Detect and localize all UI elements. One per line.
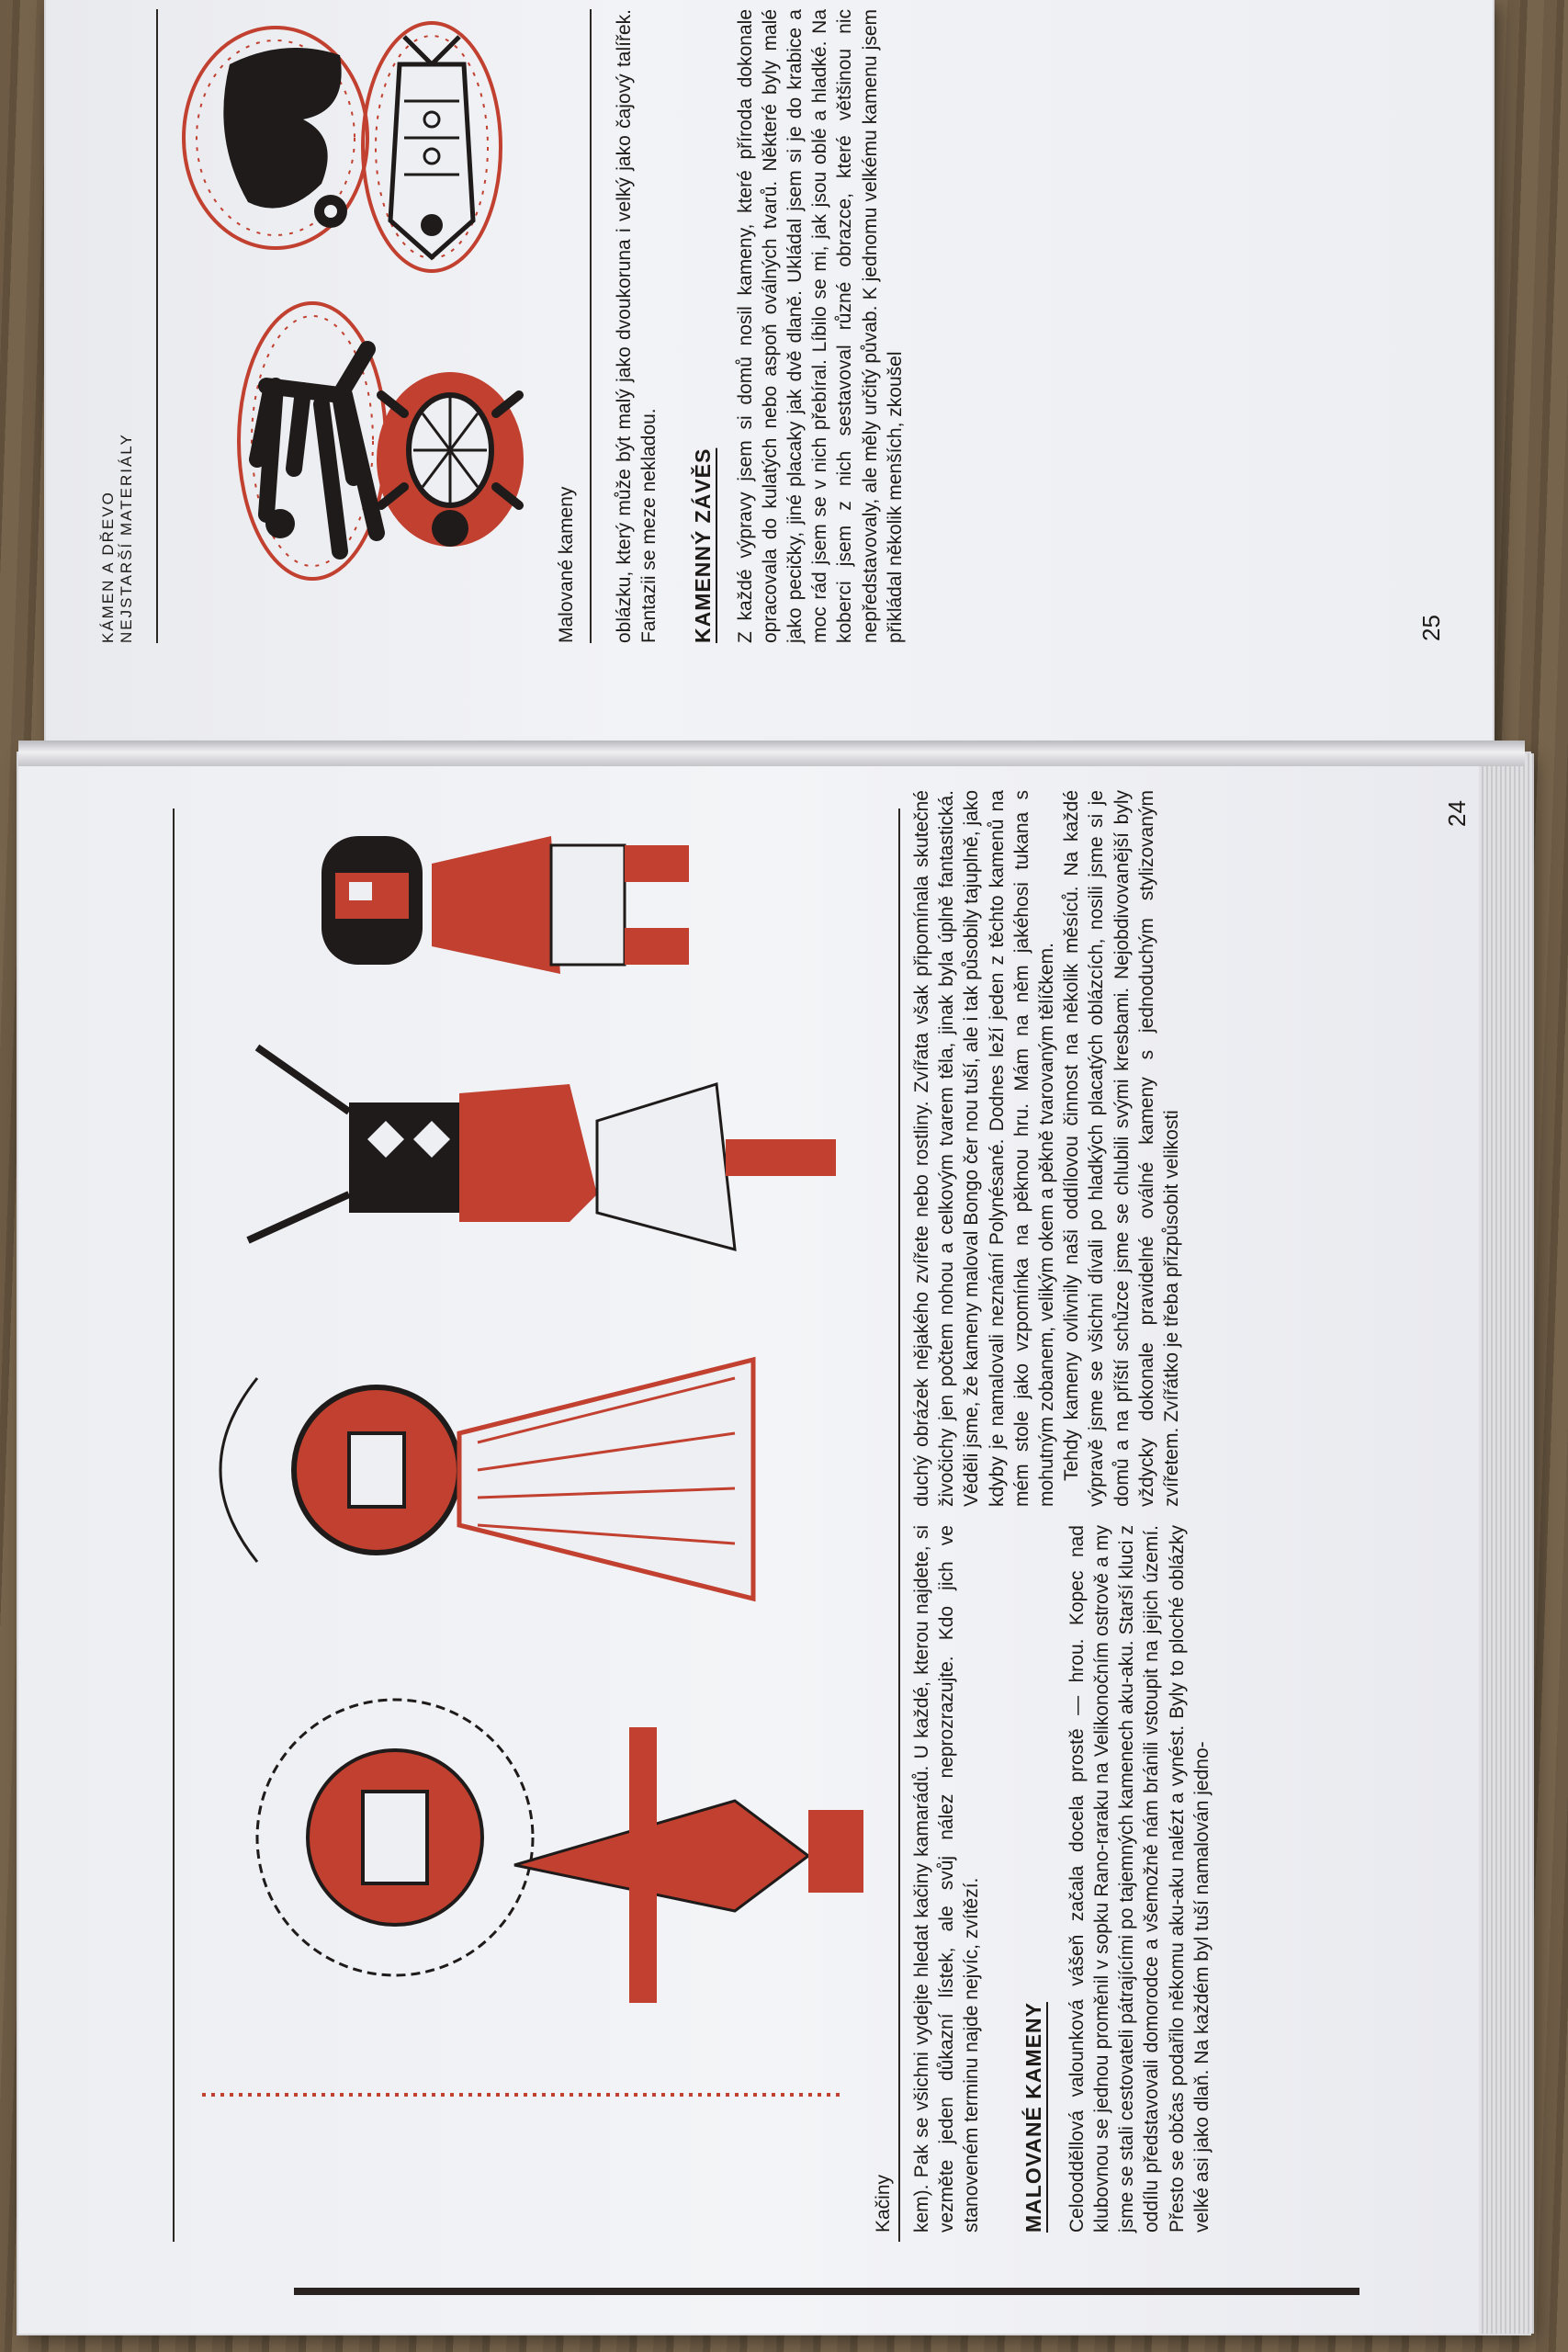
kachina-feathered [220,1360,753,1599]
turtle-stone [377,372,524,547]
running-head-line-1: KÁMEN A DŘEVO [99,491,117,643]
kachina-sun [202,1700,863,2095]
col1-body: Celoodděllová valounková vášeň začala docela prostě — hrou. Kopec nad klubovnou se jednou proměnil v sopku Rano-raraku na Velikonočním ostrově a my jsme se stali cestovateli pátrajícími po tajemných kamenech aku-aku. Starší kluci z oddílu představovali domorodce a všemožně nám bránili vstoupit na jejich území. Přesto se občas podařilo někomu aku-aku nalézt a vynést. Byly to ploché oblázky velké asi jako dlaň. Na každém byl tuší namalován jedno- [1066,1525,1213,2233]
kachina-small [321,836,689,974]
body-paragraph: Z každé výpravy jsem si domů nosil kameny, které příroda dokonale opracovala do kulatých nebo aspoň oválných tvarů. Některé byly malé jako pecičky, jiné placaky jak dvě dlaně. Ukládal jsem si je do krabice a moc rád jsem se v nich přebíral. Líbilo se mi, jak jsou oblé a hladké. Na koberci jsem z nich sestavoval různé obrazce, které většinou nic nepředstavovaly, ale měly určitý půvab. K jednomu velkému kamenu jsem přikládal několik menších, zkoušel [734,9,906,643]
ribbon-bar [294,2288,1359,2295]
caption-rule [590,9,592,643]
stones-caption: Malované kameny [556,486,577,643]
top-page-text-column [612,9,908,643]
col2-paragraph-2: Tehdy kameny ovlivnily naši oddílovou činnost na několik měsíců. Na každé výpravě jsme se všichni dívali po hladkých placatých oblázcích, nosili jsme si je domů a na příští schůzce jsme se chlubili svými kresbami. Nejobdivovanější byly vždycky dokonale pravidelné oválné kameny s jednoduchým stylizovaným zvířetem. Zvířátko je třeba přizpůsobit velikosti [1061,790,1183,1507]
deer-stone [239,303,386,579]
page-edges [1479,753,1534,2334]
col1-heading: MALOVANÉ KAMENY [1021,2002,1045,2233]
book-gutter [18,741,1525,766]
section-heading: KAMENNÝ ZÁVĚS [691,447,716,643]
fish-stone [363,23,501,271]
page-number-25: 25 [1416,615,1445,641]
running-head-line-2: NEJSTARŠÍ MATERIÁLY [118,433,135,643]
caption-rule-24 [898,808,900,2242]
open-book [18,0,1525,2352]
bottom-page-column-1 [909,1525,1214,2233]
painted-stones-illustration [156,0,524,643]
bottom-page-column-2 [909,790,1184,1507]
running-head [99,368,136,643]
bird-stone [184,28,367,248]
intro-paragraph: oblázku, který může být malý jako dvoukoruna i velký jako čajový talířek. Fantazii se meze nekladou. [614,9,660,643]
col2-paragraph-1: duchý obrázek nějakého zvířete nebo rostliny. Zvířata však připomínala skutečné živočichy jen počtem nohou a celkovým tvarem těla, jinak byla úplně fantastická. Věděli jsme, že kameny maloval Bongo čer nou tuší, ale i tak působily tajuplně, jako kdyby je namalovali neznámí Polynésané. Dodnes leží jeden z těchto kamenů na mém stole jako vzpomínka na pěknou hru. Mám na něm jakéhosi tukana s mohutným zobanem, velikým okem a pěkně tvarovaným tělíčkem. [911,790,1058,1507]
kachina-butterfly [248,1047,836,1250]
col1-intro: kem). Pak se všichni vydejte hledat kačiny kamarádů. U každé, kterou najdete, si vezměte jeden důkazní lístek, ale svůj nález neprozrazujte. Kdo jich ve stanoveném terminu najde nejvíc, zvítězí. [911,1525,983,2233]
kachina-caption: Kačiny [873,2174,894,2233]
kachina-illustration [165,808,863,2187]
page-number-24: 24 [1442,800,1471,827]
